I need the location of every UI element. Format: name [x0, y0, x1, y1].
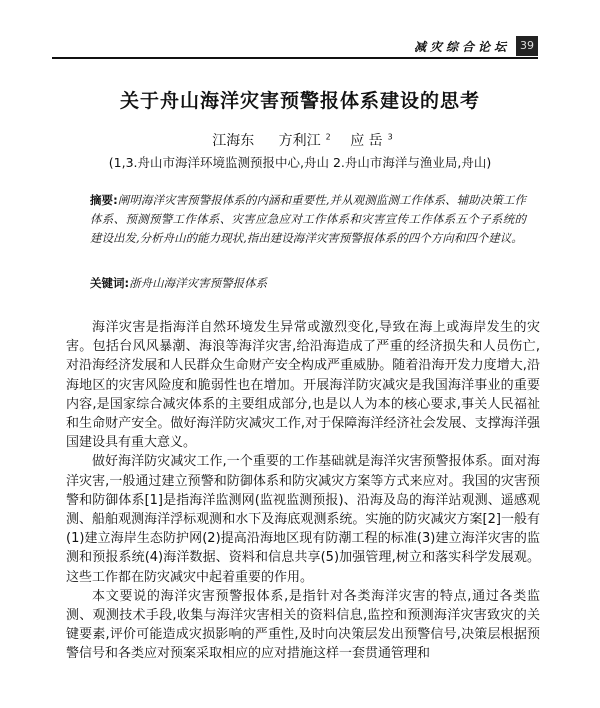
author: 方利江 $^2$ [278, 132, 331, 149]
keywords-label: 关键词: [90, 276, 130, 290]
abstract [90, 191, 526, 248]
keywords [90, 275, 526, 291]
body-text [66, 318, 540, 664]
keywords-text: 浙舟山海洋灾害预警报体系 [129, 276, 268, 290]
paragraph: 本文要说的海洋灾害预警报体系,是指针对各类海洋灾害的特点,通过各类监测、观测技术手段,收集与海洋灾害相关的资料信息,监控和预测海洋灾害致灾的关键要素,评价可能造成灾损影响的严重性,及时向决策层发出预警信号,决策层根据预警信号和各类应对预案采取相应的应对措施这样一套贯通管理和 [66, 588, 540, 662]
article-title: 关于舟山海洋灾害预警报体系建设的思考 [119, 90, 480, 112]
author: 江海东 [212, 133, 255, 149]
abstract-text: 阐明海洋灾害预警报体系的内涵和重要性,并从观测监测工作体系、辅助决策工作体系、预测预警工作体系、灾害应急应对工作体系和灾害宣传工作体系五个子系统的建设出发,分析舟山的能力现状,指出建设海洋灾害预警报体系的四个方向和四个建议。 [90, 193, 526, 245]
author: 应 岳 $^3$ [350, 132, 393, 149]
header-rule [52, 57, 538, 59]
journal-name: 减灾综合论坛 [413, 40, 510, 54]
author-list [0, 130, 600, 150]
abstract-label: 摘要: [90, 193, 118, 207]
page-number: 39 [516, 36, 538, 56]
running-header [0, 34, 600, 58]
affiliation: (1,3.舟山市海洋环境监测预报中心,舟山 2.舟山市海洋与渔业局,舟山) [108, 155, 492, 170]
paragraph: 海洋灾害是指海洋自然环境发生异常或激烈变化,导致在海上或海岸发生的灾害。包括台风风暴潮、海浪等海洋灾害,给沿海造成了严重的经济损失和人员伤亡,对沿海经济发展和人民群众生命财产安全构成严重威胁。随着沿海开发力度增大,沿海地区的灾害风险度和脆弱性也在增加。开展海洋防灾减灾是我国海洋事业的重要内容,是国家综合减灾体系的主要组成部分,也是以人为本的核心要求,事关人民福祉和生命财产安全。做好海洋防灾减灾工作,对于保障海洋经济社会发展、支撑海洋强国建设具有重大意义。 [66, 320, 540, 451]
paragraph: 做好海洋防灾减灾工作,一个重要的工作基础就是海洋灾害预警报体系。面对海洋灾害,一般通过建立预警和防御体系和防灾减灾方案等方式来应对。我国的灾害预警和防御体系[1]是指海洋监测网(监视监测预报)、沿海及岛的海洋站观测、遥感观测、船舶观测海洋浮标观测和水下及海底观测系统。实施的防灾减灾方案[2]一般有(1)建立海岸生态防护网(2)提高沿海地区现有防潮工程的标准(3)建立海洋灾害的监测和预报系统(4)海洋数据、资料和信息共享(5)加强管理,树立和落实科学发展观。这些工作都在防灾减灾中起着重要的作用。 [66, 454, 540, 585]
